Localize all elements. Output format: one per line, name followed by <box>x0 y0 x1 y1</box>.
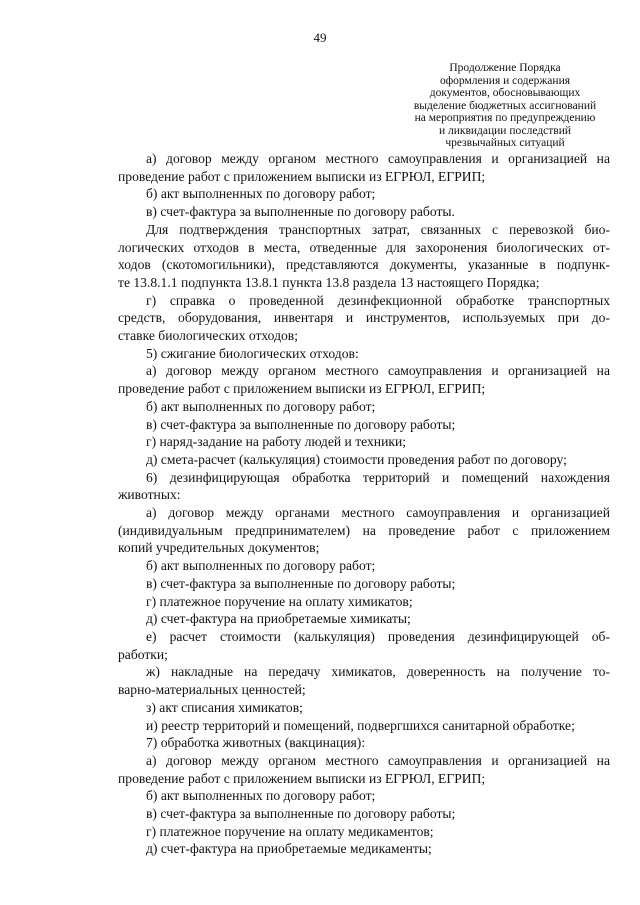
paragraph-line: г) справка о проведенной дезинфекционной обработке транспортных <box>146 292 610 308</box>
paragraph <box>118 292 610 345</box>
document-body <box>118 150 610 858</box>
paragraph <box>118 557 610 575</box>
paragraph-line: средств, оборудования, инвентаря и инструментов, используемых при до- <box>118 310 610 326</box>
paragraph <box>118 451 610 469</box>
paragraph <box>118 663 610 698</box>
paragraph <box>118 433 610 451</box>
header-line: чрезвычайных ситуаций <box>445 137 565 149</box>
paragraph-line: д) смета-расчет (калькуляция) стоимости проведения работ по договору; <box>146 451 567 467</box>
paragraph-line: 5) сжигание биологических отходов: <box>146 345 359 361</box>
paragraph-line: б) акт выполненных по договору работ; <box>146 788 376 804</box>
paragraph-line: в) счет-фактура за выполненные по договору работы; <box>146 416 456 432</box>
paragraph <box>118 628 610 663</box>
paragraph <box>118 575 610 593</box>
paragraph-line: работки; <box>118 646 168 662</box>
paragraph-line: копий учредительных документов; <box>118 540 320 556</box>
paragraph-line: в) счет-фактура за выполненные по договору работы. <box>146 204 455 220</box>
paragraph-line: б) акт выполненных по договору работ; <box>146 558 376 574</box>
paragraph-line: логических отходов в места, отведенные для захоронения биологических от- <box>118 239 610 255</box>
paragraph <box>118 840 610 858</box>
paragraph-line: и) реестр территорий и помещений, подвергшихся санитарной обработке; <box>146 717 575 733</box>
paragraph-line: г) платежное поручение на оплату медикаментов; <box>146 823 434 839</box>
paragraph <box>118 416 610 434</box>
paragraph-line: ж) накладные на передачу химикатов, доверенность на получение то- <box>146 664 610 680</box>
header-line: и ликвидации последствий <box>438 124 572 137</box>
paragraph-line: (индивидуальным предпринимателем) на проведение работ с приложением <box>118 522 610 538</box>
paragraph-line: г) наряд-задание на работу людей и техники; <box>146 434 407 450</box>
paragraph <box>118 717 610 735</box>
paragraph <box>118 345 610 363</box>
paragraph <box>118 469 610 504</box>
paragraph-line: проведение работ с приложением выписки из ЕГРЮЛ, ЕГРИП; <box>118 168 486 184</box>
paragraph-line: в) счет-фактура за выполненные по договору работы; <box>146 575 456 591</box>
paragraph-line: е) расчет стоимости (калькуляция) проведения дезинфицирующей об- <box>146 628 610 644</box>
header-line: Продолжение Порядка <box>449 62 561 74</box>
paragraph <box>118 593 610 611</box>
paragraph-line: ставке биологических отходов; <box>118 328 298 344</box>
paragraph <box>118 787 610 805</box>
paragraph-line: а) договор между органом местного самоуправления и организацией на <box>146 752 610 768</box>
paragraph-line: а) договор между органом местного самоуправления и организацией на <box>146 151 610 166</box>
paragraph-line: г) платежное поручение на оплату химикатов; <box>146 593 413 609</box>
paragraph-line: в) счет-фактура за выполненные по договору работы; <box>146 806 456 822</box>
paragraph-line: проведение работ с приложением выписки из ЕГРЮЛ, ЕГРИП; <box>118 770 486 786</box>
paragraph <box>118 398 610 416</box>
paragraph <box>118 699 610 717</box>
header-line: оформления и содержания <box>439 74 571 87</box>
paragraph-line: а) договор между органами местного самоуправления и организацией <box>146 505 610 521</box>
paragraph-line: Для подтверждения транспортных затрат, связанных с перевозкой био- <box>146 221 610 237</box>
paragraph <box>118 734 610 752</box>
paragraph <box>118 185 610 203</box>
paragraph <box>118 150 610 185</box>
header-line: на мероприятия по предупреждению <box>414 112 596 124</box>
paragraph-line: 7) обработка животных (вакцинация): <box>146 735 366 751</box>
paragraph-line: а) договор между органом местного самоуправления и организацией на <box>146 363 610 379</box>
paragraph <box>118 805 610 823</box>
paragraph <box>118 203 610 221</box>
paragraph <box>118 504 610 557</box>
paragraph-line: проведение работ с приложением выписки из ЕГРЮЛ, ЕГРИП; <box>118 381 486 397</box>
paragraph-line: з) акт списания химикатов; <box>146 699 303 715</box>
paragraph <box>118 221 610 292</box>
paragraph-line: животных: <box>118 487 181 503</box>
paragraph-line: д) счет-фактура на приобретаемые химикаты; <box>146 611 411 627</box>
paragraph <box>118 610 610 628</box>
running-header <box>402 62 608 150</box>
paragraph-line: б) акт выполненных по договору работ; <box>146 186 376 202</box>
paragraph-line: варно-материальных ценностей; <box>118 682 306 698</box>
paragraph <box>118 823 610 841</box>
header-line: выделение бюджетных ассигнований <box>413 99 597 112</box>
paragraph-line: д) счет-фактура на приобретаемые медикаменты; <box>146 841 432 857</box>
header-line: документов, обосновывающих <box>429 87 581 99</box>
paragraph-line: те 13.8.1.1 подпункта 13.8.1 пункта 13.8 раздела 13 настоящего Порядка; <box>118 274 540 290</box>
paragraph <box>118 362 610 397</box>
paragraph-line: 6) дезинфицирующая обработка территорий и помещений нахождения <box>146 469 610 485</box>
page-number: 49 <box>313 30 327 45</box>
paragraph-line: б) акт выполненных по договору работ; <box>146 398 376 414</box>
paragraph-line: ходов (скотомогильники), представляются документы, указанные в подпунк- <box>118 257 610 273</box>
paragraph <box>118 752 610 787</box>
